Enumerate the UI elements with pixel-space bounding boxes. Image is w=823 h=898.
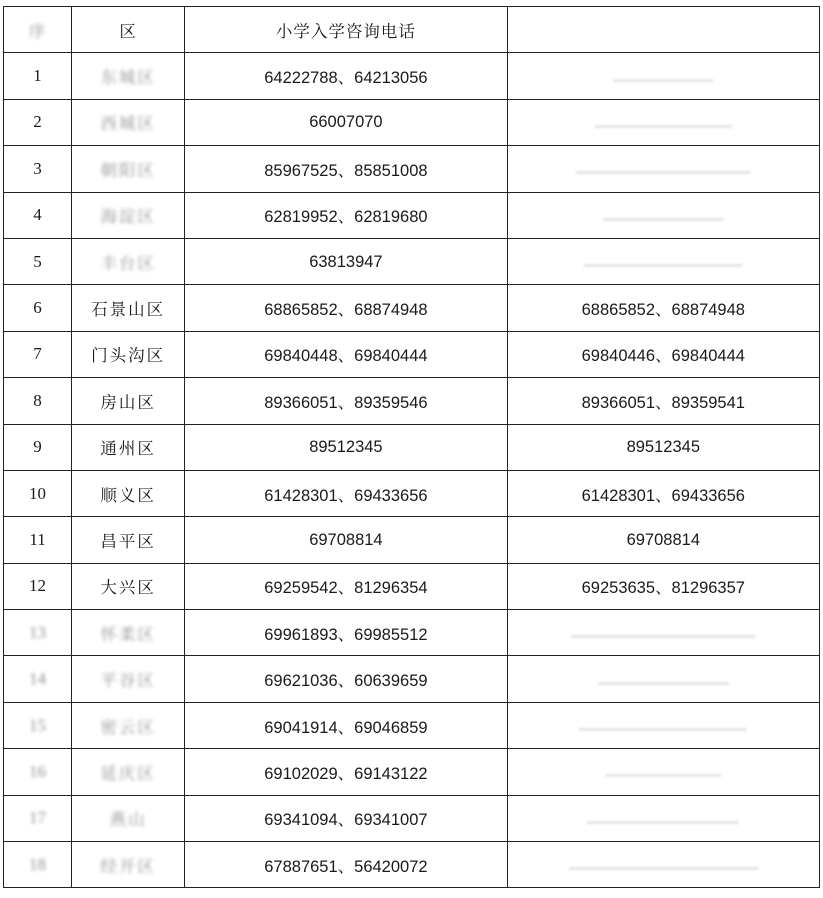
primary-phone: 69102029、69143122 bbox=[264, 764, 428, 783]
row-number: 10 bbox=[29, 483, 47, 503]
district-name: 延庆区 bbox=[100, 763, 156, 783]
district-name: 昌平区 bbox=[100, 531, 156, 551]
district-name: 海淀区 bbox=[100, 207, 156, 227]
district-cell bbox=[72, 331, 185, 377]
row-number-cell bbox=[4, 146, 72, 192]
row-number: 17 bbox=[29, 808, 47, 828]
primary-phone-cell bbox=[185, 702, 507, 748]
table-row bbox=[4, 563, 820, 609]
redacted-phone-smudge bbox=[571, 635, 755, 638]
header-secondary-phone bbox=[507, 7, 819, 53]
redacted-phone-smudge bbox=[595, 125, 732, 128]
row-number-cell bbox=[4, 238, 72, 284]
secondary-phone: 69708814 bbox=[626, 530, 700, 549]
table-row bbox=[4, 749, 820, 795]
table-row bbox=[4, 656, 820, 702]
row-number: 15 bbox=[29, 715, 47, 735]
table-row bbox=[4, 146, 820, 192]
primary-phone-cell bbox=[185, 656, 507, 702]
row-number: 11 bbox=[29, 529, 46, 549]
table-row bbox=[4, 238, 820, 284]
district-name: 燕山 bbox=[109, 810, 147, 830]
primary-phone: 63813947 bbox=[309, 252, 383, 271]
row-number-cell bbox=[4, 517, 72, 563]
header-district-label: 区 bbox=[119, 21, 137, 41]
secondary-phone-cell bbox=[507, 656, 819, 702]
primary-phone: 69708814 bbox=[309, 530, 383, 549]
redacted-phone-smudge bbox=[569, 867, 758, 870]
district-cell bbox=[72, 517, 185, 563]
row-number: 14 bbox=[29, 669, 47, 689]
primary-phone: 69621036、60639659 bbox=[264, 672, 428, 691]
district-cell bbox=[72, 424, 185, 470]
secondary-phone-cell bbox=[507, 192, 819, 238]
table-row bbox=[4, 424, 820, 470]
district-cell bbox=[72, 563, 185, 609]
primary-phone: 64222788、64213056 bbox=[264, 69, 428, 88]
row-number: 16 bbox=[29, 761, 47, 781]
secondary-phone-cell bbox=[507, 517, 819, 563]
primary-phone: 61428301、69433656 bbox=[264, 486, 428, 505]
row-number-cell bbox=[4, 470, 72, 516]
primary-phone: 69341094、69341007 bbox=[264, 811, 428, 830]
header-row bbox=[4, 7, 820, 53]
table-row bbox=[4, 517, 820, 563]
primary-phone: 85967525、85851008 bbox=[264, 161, 428, 180]
primary-phone-cell bbox=[185, 146, 507, 192]
redacted-phone-smudge bbox=[587, 821, 739, 824]
secondary-phone-cell bbox=[507, 470, 819, 516]
primary-phone-cell bbox=[185, 331, 507, 377]
secondary-phone-cell bbox=[507, 378, 819, 424]
primary-phone: 89366051、89359546 bbox=[264, 393, 428, 412]
primary-phone-cell bbox=[185, 99, 507, 145]
district-name: 门头沟区 bbox=[91, 346, 166, 366]
primary-phone: 62819952、62819680 bbox=[264, 208, 428, 227]
row-number-cell bbox=[4, 53, 72, 99]
row-number-cell bbox=[4, 331, 72, 377]
row-number: 2 bbox=[33, 112, 42, 132]
row-number-cell bbox=[4, 795, 72, 841]
table-row bbox=[4, 610, 820, 656]
row-number: 9 bbox=[33, 437, 42, 457]
row-number-cell bbox=[4, 656, 72, 702]
row-number: 8 bbox=[33, 390, 42, 410]
row-number-cell bbox=[4, 424, 72, 470]
table-body bbox=[4, 7, 820, 888]
district-name: 东城区 bbox=[100, 68, 156, 88]
district-name: 西城区 bbox=[100, 114, 156, 134]
district-cell bbox=[72, 378, 185, 424]
table-row bbox=[4, 795, 820, 841]
secondary-phone: 89512345 bbox=[626, 438, 700, 457]
primary-phone: 89512345 bbox=[309, 438, 383, 457]
row-number-cell bbox=[4, 842, 72, 888]
primary-phone-cell bbox=[185, 842, 507, 888]
primary-phone: 68865852、68874948 bbox=[264, 301, 428, 320]
row-number-cell bbox=[4, 610, 72, 656]
district-cell bbox=[72, 53, 185, 99]
secondary-phone-cell bbox=[507, 146, 819, 192]
redacted-phone-smudge bbox=[613, 79, 713, 82]
district-name: 顺义区 bbox=[100, 485, 156, 505]
district-cell bbox=[72, 285, 185, 331]
district-cell bbox=[72, 749, 185, 795]
district-name: 丰台区 bbox=[100, 253, 156, 273]
secondary-phone: 61428301、69433656 bbox=[581, 486, 745, 505]
redacted-phone-smudge bbox=[576, 171, 750, 174]
row-number: 6 bbox=[33, 298, 42, 318]
secondary-phone-cell bbox=[507, 795, 819, 841]
secondary-phone: 69253635、81296357 bbox=[581, 579, 745, 598]
table-row bbox=[4, 702, 820, 748]
district-name: 房山区 bbox=[100, 392, 156, 412]
district-cell bbox=[72, 795, 185, 841]
header-num bbox=[4, 7, 72, 53]
district-cell bbox=[72, 192, 185, 238]
district-name: 通州区 bbox=[100, 439, 156, 459]
row-number-cell bbox=[4, 99, 72, 145]
row-number-cell bbox=[4, 749, 72, 795]
table-row bbox=[4, 470, 820, 516]
primary-phone-cell bbox=[185, 470, 507, 516]
redacted-phone-smudge bbox=[603, 218, 724, 221]
district-cell bbox=[72, 702, 185, 748]
secondary-phone: 68865852、68874948 bbox=[581, 301, 745, 320]
row-number-cell bbox=[4, 702, 72, 748]
table-row bbox=[4, 331, 820, 377]
district-name: 怀柔区 bbox=[100, 624, 156, 644]
district-name: 经开区 bbox=[100, 856, 156, 876]
header-num-label: 序 bbox=[28, 21, 47, 41]
secondary-phone-cell bbox=[507, 53, 819, 99]
district-name: 平谷区 bbox=[100, 671, 156, 691]
district-cell bbox=[72, 238, 185, 284]
row-number-cell bbox=[4, 192, 72, 238]
secondary-phone-cell bbox=[507, 331, 819, 377]
row-number: 18 bbox=[29, 854, 47, 874]
redacted-phone-smudge bbox=[606, 774, 721, 777]
secondary-phone-cell bbox=[507, 285, 819, 331]
secondary-phone-cell bbox=[507, 238, 819, 284]
secondary-phone-cell bbox=[507, 424, 819, 470]
row-number: 13 bbox=[29, 622, 47, 642]
table-row bbox=[4, 842, 820, 888]
district-cell bbox=[72, 656, 185, 702]
primary-phone-cell bbox=[185, 795, 507, 841]
primary-phone-cell bbox=[185, 749, 507, 795]
district-cell bbox=[72, 610, 185, 656]
district-name: 大兴区 bbox=[100, 578, 156, 598]
district-cell bbox=[72, 146, 185, 192]
district-name: 石景山区 bbox=[91, 300, 166, 320]
table-row bbox=[4, 285, 820, 331]
row-number: 12 bbox=[29, 576, 47, 596]
primary-phone-cell bbox=[185, 424, 507, 470]
primary-phone-cell bbox=[185, 517, 507, 563]
secondary-phone: 69840446、69840444 bbox=[581, 347, 745, 366]
header-district bbox=[72, 7, 185, 53]
redacted-phone-smudge bbox=[598, 682, 729, 685]
row-number: 5 bbox=[33, 251, 42, 271]
redacted-phone-smudge bbox=[579, 728, 747, 731]
redacted-phone-smudge bbox=[584, 264, 742, 267]
primary-phone: 69259542、81296354 bbox=[264, 579, 428, 598]
secondary-phone-cell bbox=[507, 610, 819, 656]
table-row bbox=[4, 99, 820, 145]
secondary-phone-cell bbox=[507, 842, 819, 888]
row-number-cell bbox=[4, 285, 72, 331]
primary-phone-cell bbox=[185, 610, 507, 656]
phone-directory-table bbox=[3, 6, 820, 888]
secondary-phone-cell bbox=[507, 702, 819, 748]
district-cell bbox=[72, 842, 185, 888]
primary-phone-cell bbox=[185, 285, 507, 331]
secondary-phone: 89366051、89359541 bbox=[581, 393, 745, 412]
primary-phone: 66007070 bbox=[309, 113, 383, 132]
table-row bbox=[4, 378, 820, 424]
district-name: 密云区 bbox=[100, 717, 156, 737]
primary-phone-cell bbox=[185, 192, 507, 238]
row-number-cell bbox=[4, 378, 72, 424]
primary-phone-cell bbox=[185, 563, 507, 609]
secondary-phone-cell bbox=[507, 99, 819, 145]
table-row bbox=[4, 192, 820, 238]
header-primary-phone bbox=[185, 7, 507, 53]
row-number-cell bbox=[4, 563, 72, 609]
row-number: 1 bbox=[33, 66, 42, 86]
primary-phone-cell bbox=[185, 238, 507, 284]
row-number: 4 bbox=[33, 205, 42, 225]
primary-phone: 69840448、69840444 bbox=[264, 347, 428, 366]
district-cell bbox=[72, 470, 185, 516]
secondary-phone-cell bbox=[507, 749, 819, 795]
primary-phone-cell bbox=[185, 53, 507, 99]
primary-phone-cell bbox=[185, 378, 507, 424]
row-number: 3 bbox=[33, 158, 42, 178]
row-number: 7 bbox=[33, 344, 42, 364]
secondary-phone-cell bbox=[507, 563, 819, 609]
primary-phone: 69961893、69985512 bbox=[264, 625, 428, 644]
primary-phone: 69041914、69046859 bbox=[264, 718, 428, 737]
table-row bbox=[4, 53, 820, 99]
header-primary-phone-label: 小学入学咨询电话 bbox=[275, 21, 416, 41]
district-cell bbox=[72, 99, 185, 145]
district-name: 朝阳区 bbox=[100, 160, 156, 180]
primary-phone: 67887651、56420072 bbox=[264, 857, 428, 876]
